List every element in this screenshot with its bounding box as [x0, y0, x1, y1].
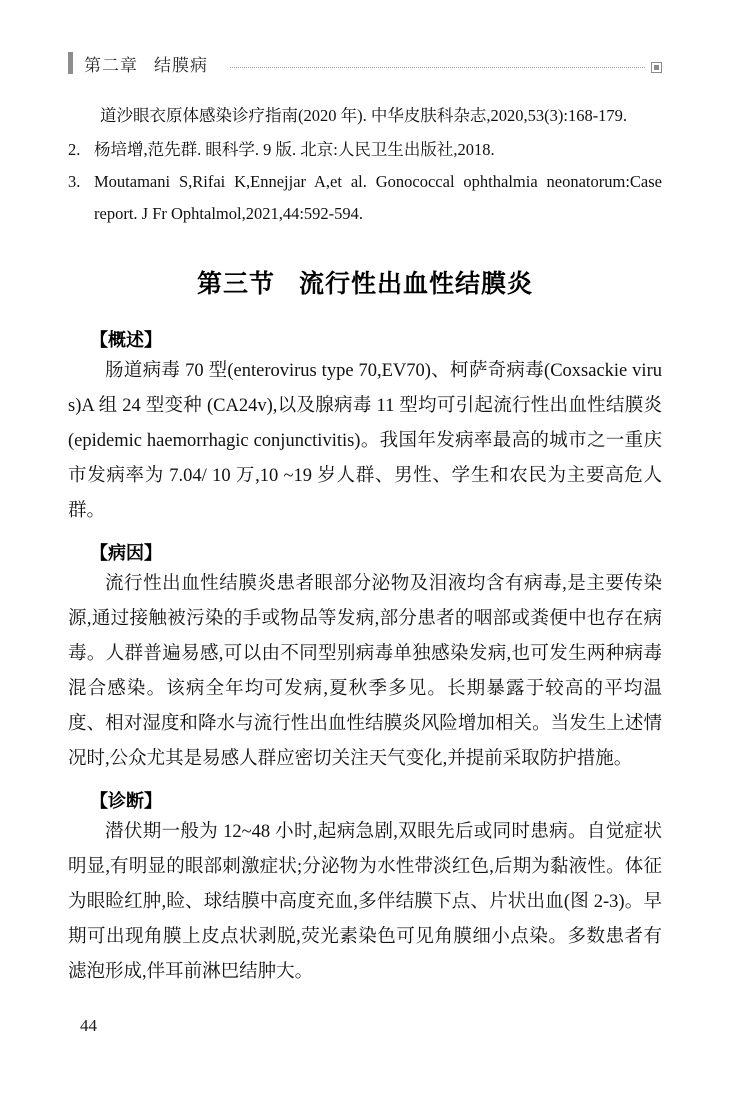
reference-list [68, 100, 662, 230]
reference-number: 2. [68, 140, 81, 159]
block-spacer [68, 529, 662, 539]
block-label-diagnosis: 【诊断】 [90, 791, 162, 811]
reference-continuation: 道沙眼衣原体感染诊疗指南(2020 年). 中华皮肤科杂志,2020,53(3):168-179. [100, 106, 628, 125]
header-accent-bar [68, 52, 73, 74]
paragraph: 潜伏期一般为 12~48 小时,起病急剧,双眼先后或同时患病。自觉症状明显,有明显的眼部刺激症状;分泌物为水性带淡红色,后期为黏液性。体征为眼睑红肿,睑、球结膜中高度充血,多伴结膜下点、片状出血(图 2-3)。早期可出现角膜上皮点状剥脱,荧光素染色可见角膜细小点染。多数患者有滤泡形成,伴耳前淋巴结肿大。 [68, 822, 662, 982]
reference-item [68, 166, 662, 230]
reference-text: 杨培增,范先群. 眼科学. 9 版. 北京:人民卫生出版社,2018. [94, 140, 495, 159]
page-number: 44 [80, 1016, 97, 1035]
section-title: 流行性出血性结膜炎 [299, 270, 534, 298]
block-etiology [68, 539, 662, 777]
header-dotted-rule [230, 66, 645, 68]
section-heading [68, 264, 662, 300]
block-spacer [68, 777, 662, 787]
block-diagnosis [68, 787, 662, 990]
block-label-overview: 【概述】 [90, 330, 162, 350]
page-content [68, 100, 662, 990]
header-chapter-number: 第二章 [84, 55, 138, 75]
header-chapter-title: 结膜病 [154, 55, 208, 75]
reference-number: 3. [68, 172, 81, 191]
block-label-etiology: 【病因】 [90, 543, 162, 563]
running-header [68, 46, 662, 80]
reference-item [68, 134, 662, 166]
reference-text: Moutamani S,Rifai K,Ennejjar A,et al. Gonococcal ophthalmia neonatorum:Case report. J Fr Ophtalmol,2021,44:592-594. [94, 172, 662, 223]
paragraph: 流行性出血性结膜炎患者眼部分泌物及泪液均含有病毒,是主要传染源,通过接触被污染的手或物品等发病,部分患者的咽部或粪便中也存在病毒。人群普遍易感,可以由不同型别病毒单独感染发病,也可发生两种病毒混合感染。该病全年均可发病,夏秋季多见。长期暴露于较高的平均温度、相对湿度和降水与流行性出血性结膜炎风险增加相关。当发生上述情况时,公众尤其是易感人群应密切关注天气变化,并提前采取防护措施。 [68, 574, 662, 769]
paragraph: 肠道病毒 70 型(enterovirus type 70,EV70)、柯萨奇病毒(Coxsackie virus)A 组 24 型变种 (CA24v),以及腺病毒 11 型均可引起流行性出血性结膜炎 (epidemic haemorrhagic conjunctivitis)。我国年发病率最高的城市之一重庆市发病率为 7.04/ 10 万,10 ~19 岁人群、男性、学生和农民为主要高危人群。 [68, 361, 662, 521]
section-number: 第三节 [196, 270, 275, 298]
block-overview [68, 326, 662, 529]
square-marker-icon [651, 62, 662, 73]
